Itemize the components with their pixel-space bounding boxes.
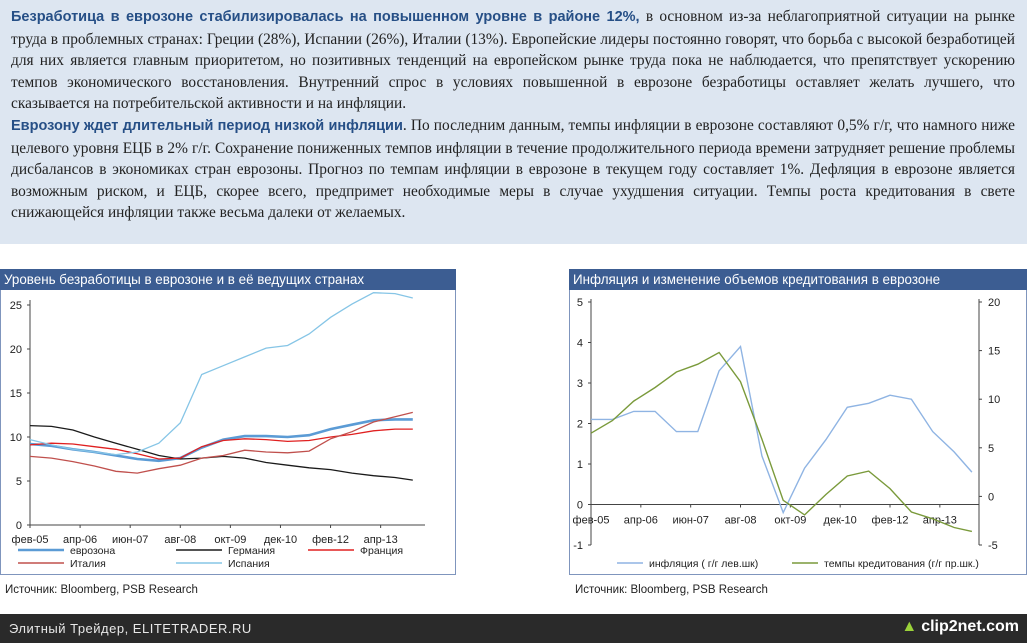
series-line-1 xyxy=(30,419,413,460)
x-tick-label: фев-05 xyxy=(11,534,49,546)
series-line-1 xyxy=(591,347,972,513)
y-tick-label: 20 xyxy=(9,344,22,356)
text-inflation: . По последним данным, темпы инфляции в еврозоне составляют 0,5% г/г, что намного ниже целевого уровня ЕЦБ в 2% г/г. Сохранение пониженных темпов инфляции в течение продолжительного периода времени затрудняет решение проблемы дисбалансов в экономиках стран еврозоны. Прогноз по темпам инфляции в еврозоне в текущем году составляет 1%. Дефляция в еврозоне является возможным риском, и ЕЦБ, скорее всего, предпримет необходимые меры в случае ухудшения ситуации. Темпы роста кредитования в свете снижающейся инфляции также весьма далеки от желаемых. xyxy=(11,116,1015,222)
commentary-text-block xyxy=(0,0,1027,244)
x-tick-label: июн-07 xyxy=(111,534,149,546)
left-tick-label: 1 xyxy=(576,459,583,471)
left-tick-label: 0 xyxy=(576,499,583,512)
right-tick-label: 20 xyxy=(988,297,1001,309)
left-tick-label: -1 xyxy=(573,540,583,552)
x-tick-label: авг-08 xyxy=(164,534,197,546)
legend-label: Италия xyxy=(70,558,106,570)
left-tick-label: 2 xyxy=(576,418,583,431)
right-tick-label: 0 xyxy=(988,491,995,504)
legend-label: темпы кредитования (г/г пр.шк.) xyxy=(824,558,979,570)
clip2net-logo xyxy=(901,618,1019,636)
x-tick-label: дек-10 xyxy=(823,514,857,527)
x-tick-label: июн-07 xyxy=(672,514,709,527)
clip2net-logo-text: clip2net.com xyxy=(921,618,1019,635)
x-tick-label: дек-10 xyxy=(263,534,298,546)
upload-arrow-icon: ▲ xyxy=(901,618,918,635)
right-tick-label: 5 xyxy=(988,442,995,455)
y-tick-label: 15 xyxy=(9,388,22,400)
legend-label: Франция xyxy=(360,545,404,557)
footer-bar xyxy=(0,614,1027,643)
right-tick-label: 10 xyxy=(988,394,1001,407)
x-tick-label: окт-09 xyxy=(214,534,247,546)
right-tick-label: -5 xyxy=(988,540,998,552)
y-tick-label: 25 xyxy=(9,300,22,312)
unemployment-chart xyxy=(0,290,456,580)
legend-label: еврозона xyxy=(70,545,116,557)
series-line-3 xyxy=(30,429,413,459)
x-tick-label: апр-13 xyxy=(363,534,398,546)
x-tick-label: фев-12 xyxy=(312,534,350,546)
series-line-4 xyxy=(30,412,413,473)
chart-title-unemployment: Уровень безработицы в еврозоне и в её ведущих странах xyxy=(0,269,456,290)
x-tick-label: фев-05 xyxy=(572,514,610,527)
left-tick-label: 4 xyxy=(576,337,583,350)
chart-title-inflation: Инфляция и изменение объемов кредитования в еврозоне xyxy=(569,269,1027,290)
commentary-paragraph xyxy=(11,6,1015,224)
left-tick-label: 5 xyxy=(576,297,583,309)
right-tick-label: 15 xyxy=(988,345,1001,358)
legend-label: Испания xyxy=(228,558,270,570)
x-tick-label: фев-12 xyxy=(871,514,909,527)
x-tick-label: апр-13 xyxy=(922,514,957,527)
text-unemployment: в основном из-за неблагоприятной ситуации на рынке труда в проблемных странах: Греции (28%), Испании (26%), Италии (13%). Европейские лидеры постоянно говорят, что борьба с высокой безработицей для них является главным приоритетом, но позитивных тенденций на европейском рынке труда пока не наблюдается, что препятствует ускорению темпов экономического восстановления. Внутренний спрос в условиях повышенной в еврозоне безработицы оставляет желать лучшего, что сказывается на потребительской активности и на инфляции. xyxy=(11,8,1015,113)
x-tick-label: апр-06 xyxy=(623,514,658,527)
y-tick-label: 10 xyxy=(9,432,22,444)
x-tick-label: авг-08 xyxy=(724,514,757,527)
heading-inflation: Еврозону ждет длительный период низкой инфляции xyxy=(11,117,403,134)
legend-label: инфляция ( г/г лев.шк) xyxy=(649,558,759,570)
y-tick-label: 0 xyxy=(15,520,22,532)
heading-unemployment: Безработица в еврозоне стабилизировалась на повышенном уровне в районе 12%, xyxy=(11,9,640,25)
source-right: Источник: Bloomberg, PSB Research xyxy=(575,584,768,596)
y-tick-label: 5 xyxy=(15,476,22,488)
x-tick-label: окт-09 xyxy=(774,514,807,527)
inflation-credit-chart xyxy=(569,290,1027,580)
legend-label: Германия xyxy=(228,545,276,557)
x-tick-label: апр-06 xyxy=(63,534,98,546)
source-left: Источник: Bloomberg, PSB Research xyxy=(5,584,198,596)
left-tick-label: 3 xyxy=(576,378,583,390)
site-credit: Элитный Трейдер, ELITETRADER.RU xyxy=(9,621,252,636)
